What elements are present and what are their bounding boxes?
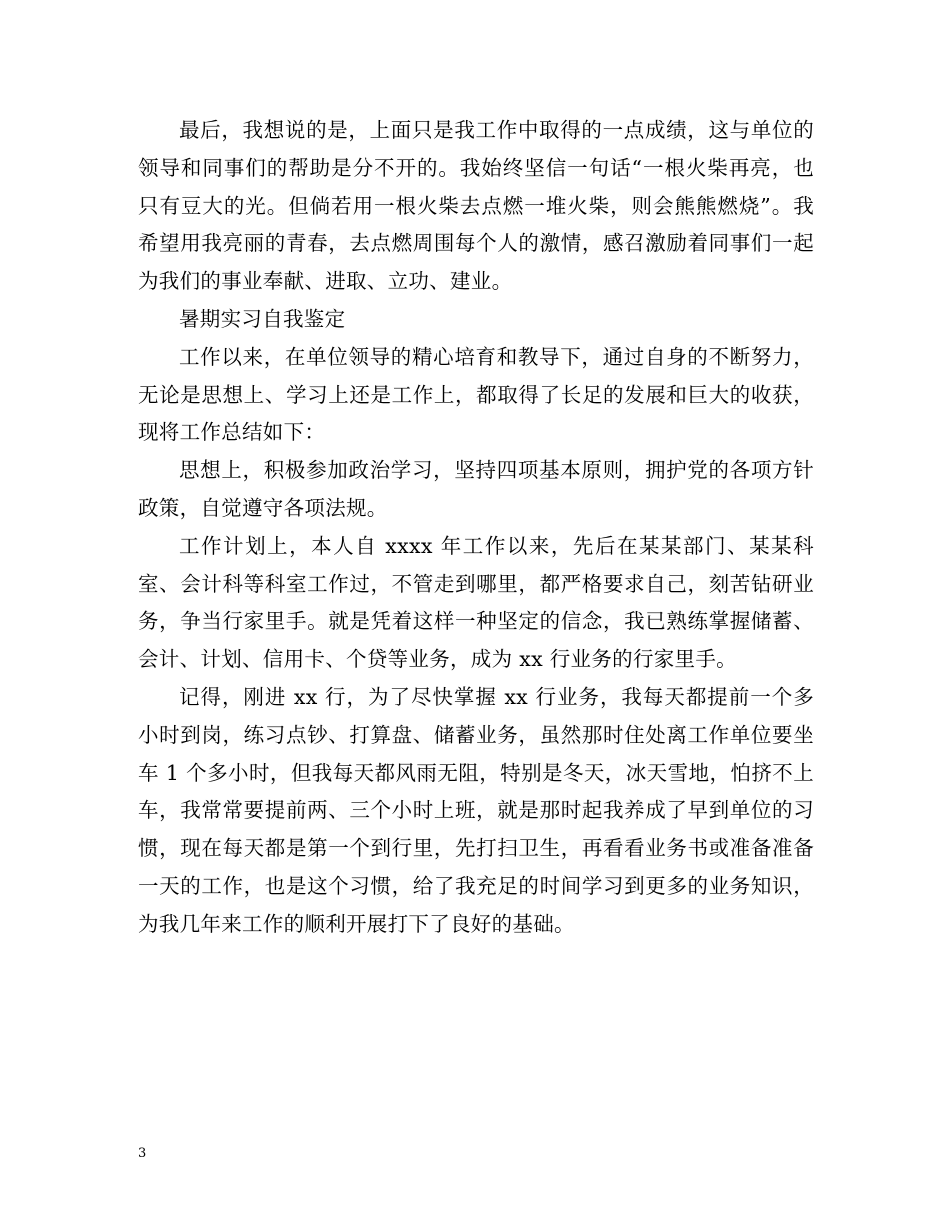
paragraph-memories: 记得，刚进 xx 行，为了尽快掌握 xx 行业务，我每天都提前一个多小时到岗，练习点钞、打算盘、储蓄业务，虽然那时住处离工作单位要坐车 1 个多小时，但我每天都风雨无阻，特别是冬天，冰天雪地，怕挤不上车，我常常要提前两、三个小时上班，就是那时起我养成了早到单位的习惯，现在每天都是第一个到行里，先打扫卫生，再看看业务书或准备准备一天的工作，也是这个习惯，给了我充足的时间学习到更多的业务知识，为我几年来工作的顺利开展打下了良好的基础。 [138, 684, 814, 936]
document-body [138, 112, 814, 944]
paragraph-ideology: 思想上，积极参加政治学习，坚持四项基本原则，拥护党的各项方针政策，自觉遵守各项法规。 [138, 458, 814, 520]
paragraph-work-plan: 工作计划上，本人自 xxxx 年工作以来，先后在某某部门、某某科室、会计科等科室工作过，不管走到哪里，都严格要求自己，刻苦钻研业务，争当行家里手。就是凭着这样一种坚定的信念，我已熟练掌握储蓄、会计、计划、信用卡、个贷等业务，成为 xx 行业务的行家里手。 [138, 533, 814, 672]
section-heading: 暑期实习自我鉴定 [179, 306, 346, 331]
paragraph-introduction: 工作以来，在单位领导的精心培育和教导下，通过自身的不断努力，无论是思想上、学习上还是工作上，都取得了长足的发展和巨大的收获，现将工作总结如下： [138, 344, 814, 445]
paragraph-closing-remarks: 最后，我想说的是，上面只是我工作中取得的一点成绩，这与单位的领导和同事们的帮助是分不开的。我始终坚信一句话“一根火柴再亮，也只有豆大的光。但倘若用一根火柴去点燃一堆火柴，则会熊熊燃烧”。我希望用我亮丽的青春，去点燃周围每个人的激情，感召激励着同事们一起为我们的事业奉献、进取、立功、建业。 [138, 118, 814, 294]
page-number: 3 [138, 1146, 147, 1161]
